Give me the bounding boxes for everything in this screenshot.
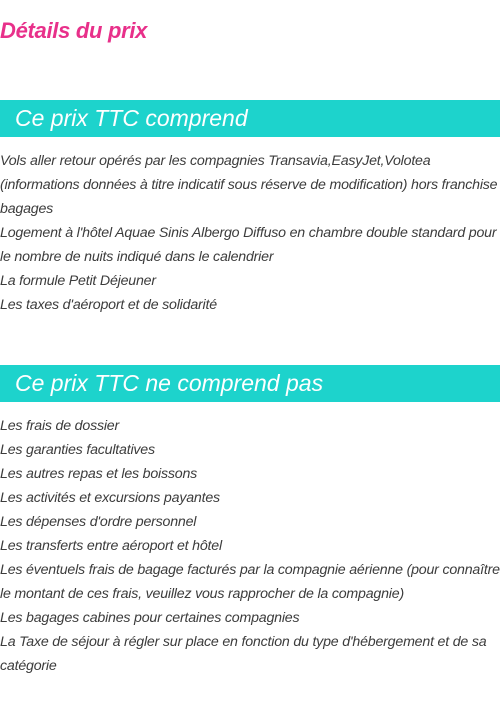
list-item: Les autres repas et les boissons [0, 466, 198, 482]
list-item: La Taxe de séjour à régler sur place en fonction du type d'hébergement et de sa catégorie [0, 634, 487, 674]
list-item: Les taxes d'aéroport et de solidarité [0, 297, 217, 313]
excluded-section [0, 365, 500, 678]
list-item: Les activités et excursions payantes [0, 490, 220, 506]
list-item: Les éventuels frais de bagage facturés par la compagnie aérienne (pour connaître le montant de ces frais, veuillez vous rapprocher de la compagnie) [0, 562, 500, 602]
included-list [0, 149, 500, 317]
page-title: Détails du prix [0, 18, 148, 43]
list-item: Logement à l'hôtel Aquae Sinis Albergo Diffuso en chambre double standard pour le nombre de nuits indiqué dans le calendrier [0, 225, 497, 265]
list-item: Les bagages cabines pour certaines compagnies [0, 610, 300, 626]
included-header: Ce prix TTC comprend [0, 100, 500, 137]
included-section [0, 100, 500, 317]
excluded-header: Ce prix TTC ne comprend pas [0, 365, 500, 402]
list-item: Les dépenses d'ordre personnel [0, 514, 197, 530]
list-item: Vols aller retour opérés par les compagnies Transavia,EasyJet,Volotea (informations données à titre indicatif sous réserve de modification) hors franchise bagages [0, 153, 498, 217]
list-item: Les frais de dossier [0, 418, 120, 434]
excluded-list [0, 414, 500, 678]
list-item: Les garanties facultatives [0, 442, 155, 458]
list-item: La formule Petit Déjeuner [0, 273, 156, 289]
list-item: Les transferts entre aéroport et hôtel [0, 538, 222, 554]
